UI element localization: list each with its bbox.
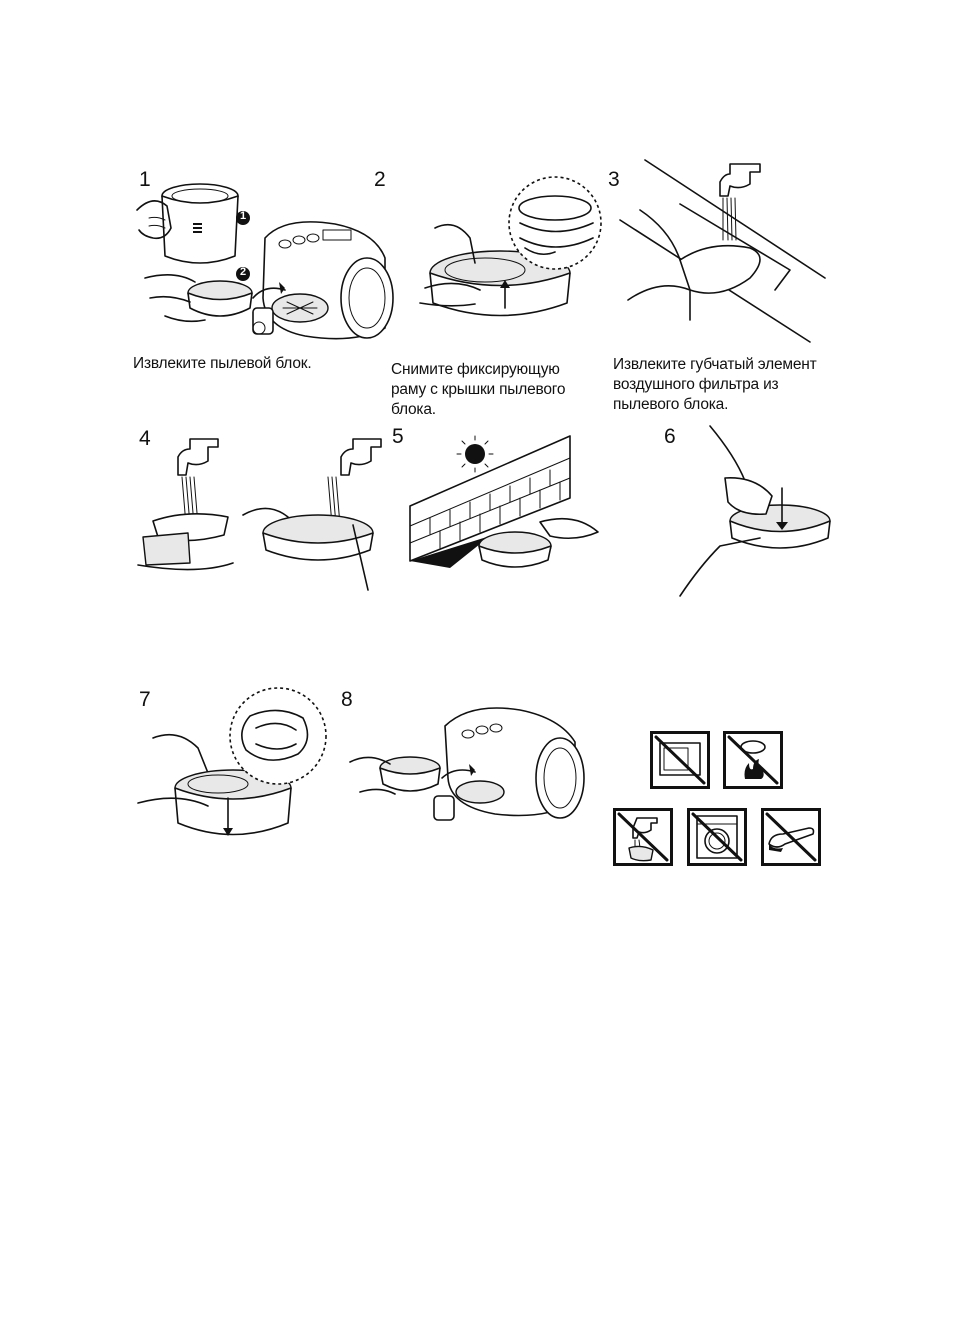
- no-washing-machine-icon: [687, 808, 747, 866]
- step-6-number: 6: [664, 425, 676, 448]
- step-1-illustration: [135, 178, 387, 348]
- step-4-illustration: [138, 425, 383, 595]
- step-4-number: 4: [139, 427, 151, 450]
- step-2-illustration: [405, 178, 605, 343]
- step-8-illustration: [350, 702, 585, 827]
- step-3-illustration: [620, 160, 825, 342]
- step-2-caption: Снимите фиксирующую раму с крышки пылевого блока.: [391, 361, 566, 418]
- step-7-number: 7: [139, 688, 151, 711]
- step-1-number: 1: [139, 168, 151, 191]
- step-5-illustration: [410, 436, 605, 571]
- no-brush-icon: [761, 808, 821, 866]
- callout-2: 2: [240, 266, 246, 278]
- step-1-caption: Извлеките пылевой блок.: [133, 355, 312, 372]
- no-fire-drying-icon: [723, 731, 783, 789]
- callout-1: 1: [240, 210, 246, 222]
- step-2-number: 2: [374, 168, 386, 191]
- step-7-illustration: [138, 688, 333, 858]
- step-6-illustration: [680, 426, 835, 601]
- no-microwave-icon: [650, 731, 710, 789]
- step-3-caption: Извлеките губчатый элемент воздушного фильтра из пылевого блока.: [613, 356, 817, 413]
- no-spin-wringing-icon: [613, 808, 673, 866]
- step-8-number: 8: [341, 688, 353, 711]
- step-5-number: 5: [392, 425, 404, 448]
- step-3-number: 3: [608, 168, 620, 191]
